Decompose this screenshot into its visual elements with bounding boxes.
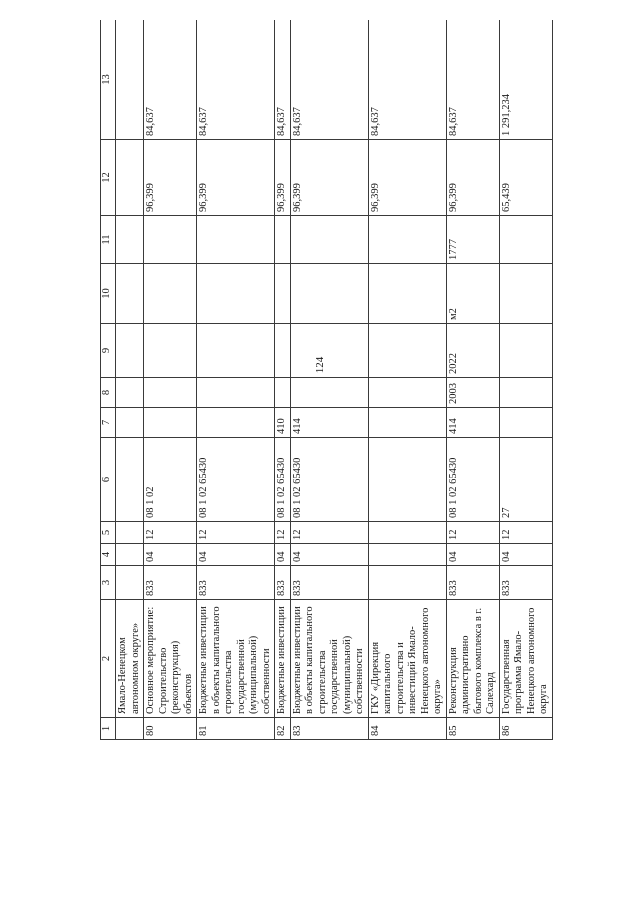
cell-c11 [275, 216, 291, 264]
cell-c13: 84,637 [368, 20, 446, 140]
cell-c8 [499, 378, 552, 408]
cell-c9 [197, 324, 275, 378]
cell-c8 [290, 378, 368, 408]
cell-c6: 08 1 02 65430 [290, 438, 368, 522]
cell-c9 [499, 324, 552, 378]
cell-c12: 96,399 [368, 140, 446, 216]
column-header-1: 1 [101, 718, 116, 740]
cell-c4: 04 [144, 544, 197, 566]
cell-c7 [144, 408, 197, 438]
table-row [275, 20, 291, 740]
cell-c13: 1 291,234 [499, 20, 552, 140]
column-header-13: 13 [101, 20, 116, 140]
cell-c5: 12 [446, 522, 499, 544]
continuation-row [116, 20, 144, 740]
cell-c5: 12 [290, 522, 368, 544]
cell-c10 [368, 264, 446, 324]
cell-c3: 833 [197, 566, 275, 600]
cell-c4: 04 [499, 544, 552, 566]
cell-c10 [499, 264, 552, 324]
cell-c4: 04 [197, 544, 275, 566]
cell-c9 [275, 324, 291, 378]
cell-c3: 833 [290, 566, 368, 600]
cell-name: Бюджетные инвестиции в объекты капитального строительства государственной (муниципальной) собственности [290, 600, 368, 718]
cell-c5 [368, 522, 446, 544]
cell-c3: 833 [144, 566, 197, 600]
cell-c12: 96,399 [290, 140, 368, 216]
cell-c6: 08 1 02 65430 [197, 438, 275, 522]
cell-c9: 2022 [446, 324, 499, 378]
cell-c6: 27 [499, 438, 552, 522]
cell-c5: 12 [275, 522, 291, 544]
cell-c9 [368, 324, 446, 378]
cell-name: Бюджетные инвестиции [275, 600, 291, 718]
cell-c3: 833 [275, 566, 291, 600]
cell-c5: 12 [144, 522, 197, 544]
cell-n: 86 [499, 718, 552, 740]
column-header-3: 3 [101, 566, 116, 600]
page-number: 124 [314, 356, 326, 374]
cell-c13: 84,637 [446, 20, 499, 140]
cell-c7: 414 [446, 408, 499, 438]
cell-n: 80 [144, 718, 197, 740]
table-row [368, 20, 446, 740]
cell-c6: 08 1 02 65430 [446, 438, 499, 522]
column-header-6: 6 [101, 438, 116, 522]
continuation-text: Ямало-Ненецком автономном округе» [116, 600, 144, 718]
cell-c3 [368, 566, 446, 600]
column-header-9: 9 [101, 324, 116, 378]
column-header-8: 8 [101, 378, 116, 408]
cell-c11: 1777 [446, 216, 499, 264]
cell-c12: 96,399 [144, 140, 197, 216]
cell-c3: 833 [446, 566, 499, 600]
cell-c13: 84,637 [144, 20, 197, 140]
cell-c4 [368, 544, 446, 566]
column-header-11: 11 [101, 216, 116, 264]
cell-c8 [144, 378, 197, 408]
cell-c5: 12 [499, 522, 552, 544]
cell-c12: 65,439 [499, 140, 552, 216]
table-row [197, 20, 275, 740]
column-header-10: 10 [101, 264, 116, 324]
cell-c11 [290, 216, 368, 264]
cell-c11 [499, 216, 552, 264]
cell-c10: м2 [446, 264, 499, 324]
cell-c9 [290, 324, 368, 378]
column-header-5: 5 [101, 522, 116, 544]
cell-name: Государственная программа Ямало-Ненецкого автономного округа [499, 600, 552, 718]
cell-n: 81 [197, 718, 275, 740]
cell-c10 [197, 264, 275, 324]
cell-name: ГКУ «Дирекция капитального строительства и инвестиций Ямало-Ненецкого автономного округа» [368, 600, 446, 718]
header-row [101, 20, 116, 740]
cell-c4: 04 [446, 544, 499, 566]
budget-table [100, 20, 553, 740]
cell-c10 [144, 264, 197, 324]
cell-c8: 2003 [446, 378, 499, 408]
cell-c6 [368, 438, 446, 522]
cell-c12: 96,399 [197, 140, 275, 216]
cell-c4: 04 [290, 544, 368, 566]
column-header-2: 2 [101, 600, 116, 718]
cell-c3: 833 [499, 566, 552, 600]
cell-c5: 12 [197, 522, 275, 544]
table-row [144, 20, 197, 740]
table-row [290, 20, 368, 740]
cell-n: 82 [275, 718, 291, 740]
cell-c13: 84,637 [290, 20, 368, 140]
cell-n: 85 [446, 718, 499, 740]
table-container [100, 20, 595, 740]
column-header-12: 12 [101, 140, 116, 216]
cell-c8 [275, 378, 291, 408]
cell-c6: 08 1 02 [144, 438, 197, 522]
rotated-table [100, 20, 595, 740]
cell-c11 [368, 216, 446, 264]
column-header-7: 7 [101, 408, 116, 438]
cell-c10 [290, 264, 368, 324]
cell-c4: 04 [275, 544, 291, 566]
cell-c12: 96,399 [446, 140, 499, 216]
cell-c8 [197, 378, 275, 408]
cell-c12: 96,399 [275, 140, 291, 216]
cell-c7 [368, 408, 446, 438]
cell-name: Реконструкция административно бытового комплекса в г. Салехард [446, 600, 499, 718]
cell-c13: 84,637 [275, 20, 291, 140]
cell-c11 [197, 216, 275, 264]
cell-c7: 414 [290, 408, 368, 438]
table-row [499, 20, 552, 740]
cell-name: Бюджетные инвестиции в объекты капитального строительства государственной (муниципальной) собственности [197, 600, 275, 718]
column-header-4: 4 [101, 544, 116, 566]
cell-c7: 410 [275, 408, 291, 438]
cell-c9 [144, 324, 197, 378]
cell-c10 [275, 264, 291, 324]
cell-c7 [197, 408, 275, 438]
cell-c8 [368, 378, 446, 408]
table-row [446, 20, 499, 740]
cell-c6: 08 1 02 65430 [275, 438, 291, 522]
cell-c13: 84,637 [197, 20, 275, 140]
cell-n: 83 [290, 718, 368, 740]
cell-name: Основное мероприятие: Строительство (реконструкция) объектов [144, 600, 197, 718]
cell-c11 [144, 216, 197, 264]
cell-c7 [499, 408, 552, 438]
cell-n: 84 [368, 718, 446, 740]
